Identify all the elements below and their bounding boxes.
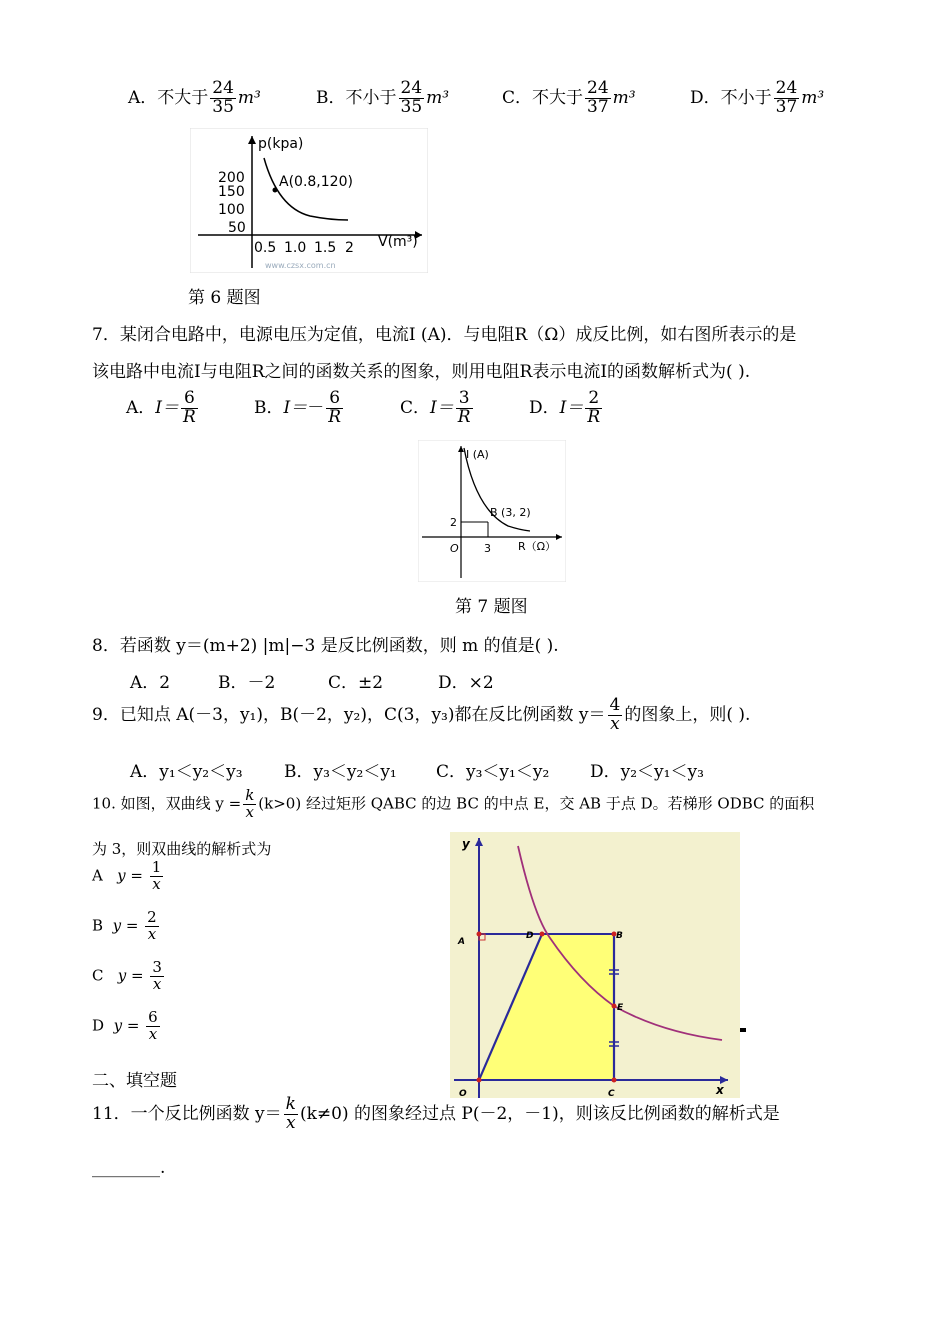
q9-text: 9．已知点 A(－3，y₁)，B(－2，y₂)，C(3，y₃)都在反比例函数 y＝ $\frac{4}{x}$ 的图象上，则( ). (92, 695, 751, 734)
q6-option-a: A．不大于 $\frac{24}{35}$ m³ (128, 78, 261, 117)
q10-label-d: D (526, 931, 534, 941)
q7-option-b: B．I＝－ $\frac{6}{R}$ (254, 388, 342, 427)
q7-caption: 第 7 题图 (455, 597, 528, 617)
q10-option-c: C y = $\frac{3}{x}$ (92, 958, 162, 993)
q6-watermark: www.czsx.com.cn (265, 261, 336, 270)
q6-y-label: p(kpa) (258, 136, 304, 152)
q9-option-c: C．y₃＜y₁＜y₂ (436, 762, 550, 782)
q6-y-tick: 100 (218, 202, 245, 218)
q11-text: 11．一个反比例函数 y＝ $\frac{k}{x}$ (k≠0) 的图象经过点 P(－2，－1)，则该反比例函数的解析式是 (92, 1094, 780, 1133)
q10-label-o: O (459, 1089, 467, 1099)
q6-x-tick: 2 (345, 240, 354, 256)
q10-label-a: A (458, 937, 465, 947)
q7-y-tick: 2 (450, 516, 457, 529)
q8-text: 8．若函数 y＝(m+2) |m|−3 是反比例函数，则 m 的值是( ). (92, 636, 559, 656)
q6-x-tick: 1.0 (284, 240, 307, 256)
q6-y-tick: 50 (228, 220, 246, 236)
q10-graph (450, 832, 750, 1102)
q7-point-label: B (3, 2) (490, 506, 531, 519)
q7-x-label: R（Ω） (518, 540, 557, 553)
q6-y-tick: 150 (218, 184, 245, 200)
q6-caption: 第 6 题图 (188, 288, 261, 308)
q6-y-tick: 200 (218, 170, 245, 186)
q10-text: 10. 如图，双曲线 y = $\frac{k}{x}$ (k>0) 经过矩形 QABC 的边 BC 的中点 E，交 AB 于点 D。若梯形 ODBC 的面积 (92, 786, 815, 821)
q6-graph (190, 128, 428, 273)
q10-option-a: A y = $\frac{1}{x}$ (92, 858, 162, 893)
q10-option-b: B y = $\frac{2}{x}$ (92, 908, 157, 943)
q7-option-d: D．I＝ $\frac{2}{R}$ (529, 388, 601, 427)
q8-option-a: A．2 (130, 673, 171, 693)
q6-option-c: C．不大于 $\frac{24}{37}$ m³ (502, 78, 636, 117)
q7-graph (418, 440, 566, 582)
q7-y-label: I (A) (466, 448, 489, 461)
section-title: 二、填空题 (92, 1071, 177, 1091)
q7-option-c: C．I＝ $\frac{3}{R}$ (400, 388, 471, 427)
q6-x-tick: 0.5 (254, 240, 277, 256)
q10-label-c: C (608, 1089, 615, 1099)
q10-x-label: x (716, 1083, 724, 1097)
q10-label-e: E (617, 1003, 624, 1013)
q7-text-line2: 该电路中电流I与电阻R之间的函数关系的图象，则用电阻R表示电流I的函数解析式为( ). (92, 362, 751, 382)
q8-option-c: C．±2 (328, 673, 384, 693)
q9-option-a: A．y₁＜y₂＜y₃ (130, 762, 243, 782)
q8-option-d: D．×2 (438, 673, 494, 693)
q9-option-b: B．y₃＜y₂＜y₁ (284, 762, 397, 782)
q7-text-line1: 7．某闭合电路中，电源电压为定值，电流I (A)．与电阻R（Ω）成反比例，如右图所表示的是 (92, 325, 797, 345)
q7-x-tick: 3 (484, 542, 491, 555)
q10-text-line2: 为 3，则双曲线的解析式为 (92, 840, 272, 858)
q7-option-a: A．I＝ $\frac{6}{R}$ (126, 388, 196, 427)
q6-point-label: A(0.8,120) (279, 174, 353, 190)
q8-option-b: B．－2 (218, 673, 276, 693)
q11-answer-blank: ________. (92, 1158, 166, 1178)
q6-x-tick: 1.5 (314, 240, 337, 256)
q6-point-a (273, 188, 278, 193)
q6-option-d: D．不小于 $\frac{24}{37}$ m³ (690, 78, 825, 117)
q10-label-b: B (616, 931, 623, 941)
q6-option-b: B．不小于 $\frac{24}{35}$ m³ (316, 78, 450, 117)
q9-option-d: D．y₂＜y₁＜y₃ (590, 762, 704, 782)
q6-x-label: V(m³) (378, 234, 418, 250)
q7-origin: O (450, 542, 459, 555)
q10-option-d: D y = $\frac{6}{x}$ (92, 1008, 158, 1043)
q10-y-label: y (462, 837, 470, 851)
